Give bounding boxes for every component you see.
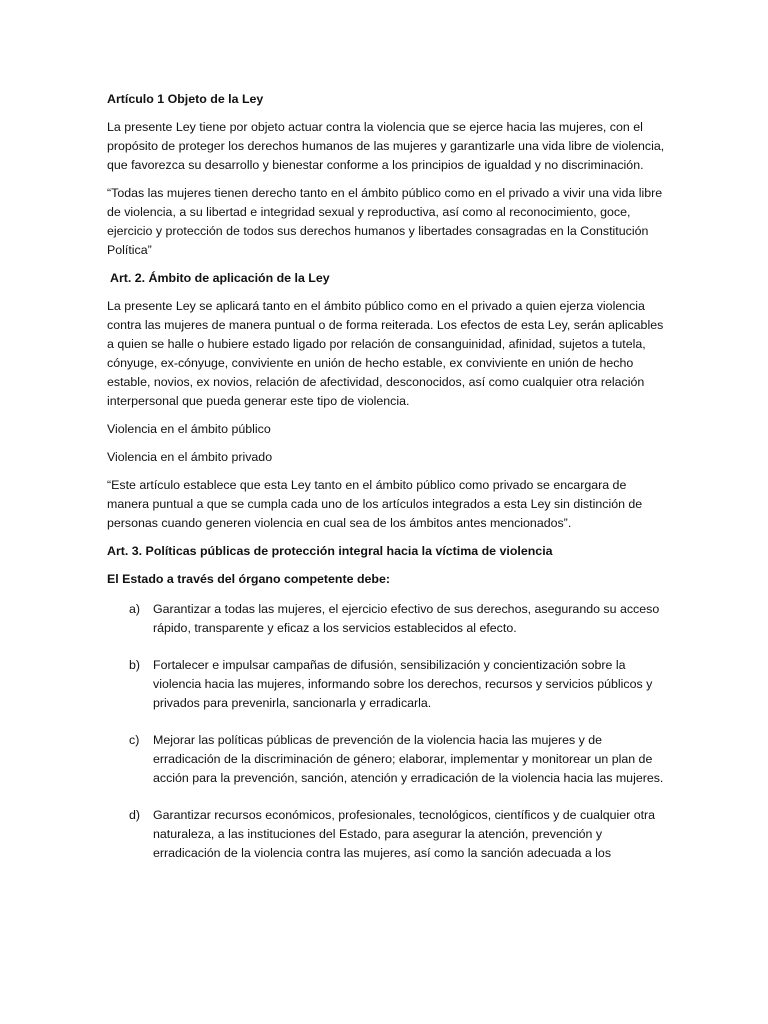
article-2-line-public: Violencia en el ámbito público	[107, 422, 271, 436]
list-item	[107, 806, 667, 863]
list-item	[107, 600, 667, 638]
list-item	[107, 656, 667, 713]
document-page	[107, 90, 667, 881]
list-item-text: Garantizar recursos económicos, profesionales, tecnológicos, científicos y de cualquier otra naturaleza, a las instituciones del Estado, para asegurar la atención, prevención y erradicación de la violencia contra las mujeres, así como la sanción adecuada a los	[153, 808, 656, 860]
article-2-line-private: Violencia en el ámbito privado	[107, 450, 273, 464]
list-item	[107, 731, 667, 788]
article-3-intro: El Estado a través del órgano competente debe:	[107, 572, 390, 586]
article-2-quote: “Este artículo establece que esta Ley tanto en el ámbito público como privado se encargara de manera puntual a que se cumpla cada uno de los artículos integrados a esta Ley sin distinción de personas cuando generen violencia en cual sea de los ámbitos antes mencionados”.	[107, 478, 643, 530]
article-1-paragraph-1: La presente Ley tiene por objeto actuar contra la violencia que se ejerce hacia las mujeres, con el propósito de proteger los derechos humanos de las mujeres y garantizarle una vida libre de violencia, que favorezca su desarrollo y bienestar conforme a los principios de igualdad y no discriminación.	[107, 120, 665, 172]
list-item-marker: a)	[129, 602, 141, 616]
article-3-list	[107, 600, 667, 863]
list-item-marker: c)	[129, 733, 140, 747]
list-item-marker: d)	[129, 808, 141, 822]
list-item-marker: b)	[129, 658, 141, 672]
list-item-text: Mejorar las políticas públicas de prevención de la violencia hacia las mujeres y de erradicación de la discriminación de género; elaborar, implementar y monitorear un plan de acción para la prevención, sanción, atención y erradicación de la violencia hacia las mujeres.	[153, 733, 664, 785]
list-item-text: Garantizar a todas las mujeres, el ejercicio efectivo de sus derechos, asegurando su acceso rápido, transparente y eficaz a los servicios establecidos al efecto.	[153, 602, 660, 635]
article-1-quote: “Todas las mujeres tienen derecho tanto en el ámbito público como en el privado a vivir una vida libre de violencia, a su libertad e integridad sexual y reproductiva, así como al reconocimiento, goce, ejercicio y protección de todos sus derechos humanos y libertades consagradas en la Constitución Política”	[107, 186, 663, 257]
article-1-heading: Artículo 1 Objeto de la Ley	[107, 92, 264, 106]
list-item-text: Fortalecer e impulsar campañas de difusión, sensibilización y concientización sobre la violencia hacia las mujeres, informando sobre los derechos, recursos y servicios públicos y privados para prevenirla, sancionarla y erradicarla.	[153, 658, 653, 710]
article-2-paragraph-1: La presente Ley se aplicará tanto en el ámbito público como en el privado a quien ejerza violencia contra las mujeres de manera puntual o de forma reiterada. Los efectos de esta Ley, serán aplicables a quien se halle o hubiere estado ligado por relación de consanguinidad, afinidad, sujetos a tutela, cónyuge, ex-cónyuge, conviviente en unión de hecho estable, ex conviviente en unión de hecho estable, novios, ex novios, relación de afectividad, desconocidos, así como cualquier otra relación interpersonal que pueda generar este tipo de violencia.	[107, 299, 664, 408]
article-3-heading: Art. 3. Políticas públicas de protección integral hacia la víctima de violencia	[107, 544, 553, 558]
article-2-heading: Art. 2. Ámbito de aplicación de la Ley	[110, 271, 330, 285]
